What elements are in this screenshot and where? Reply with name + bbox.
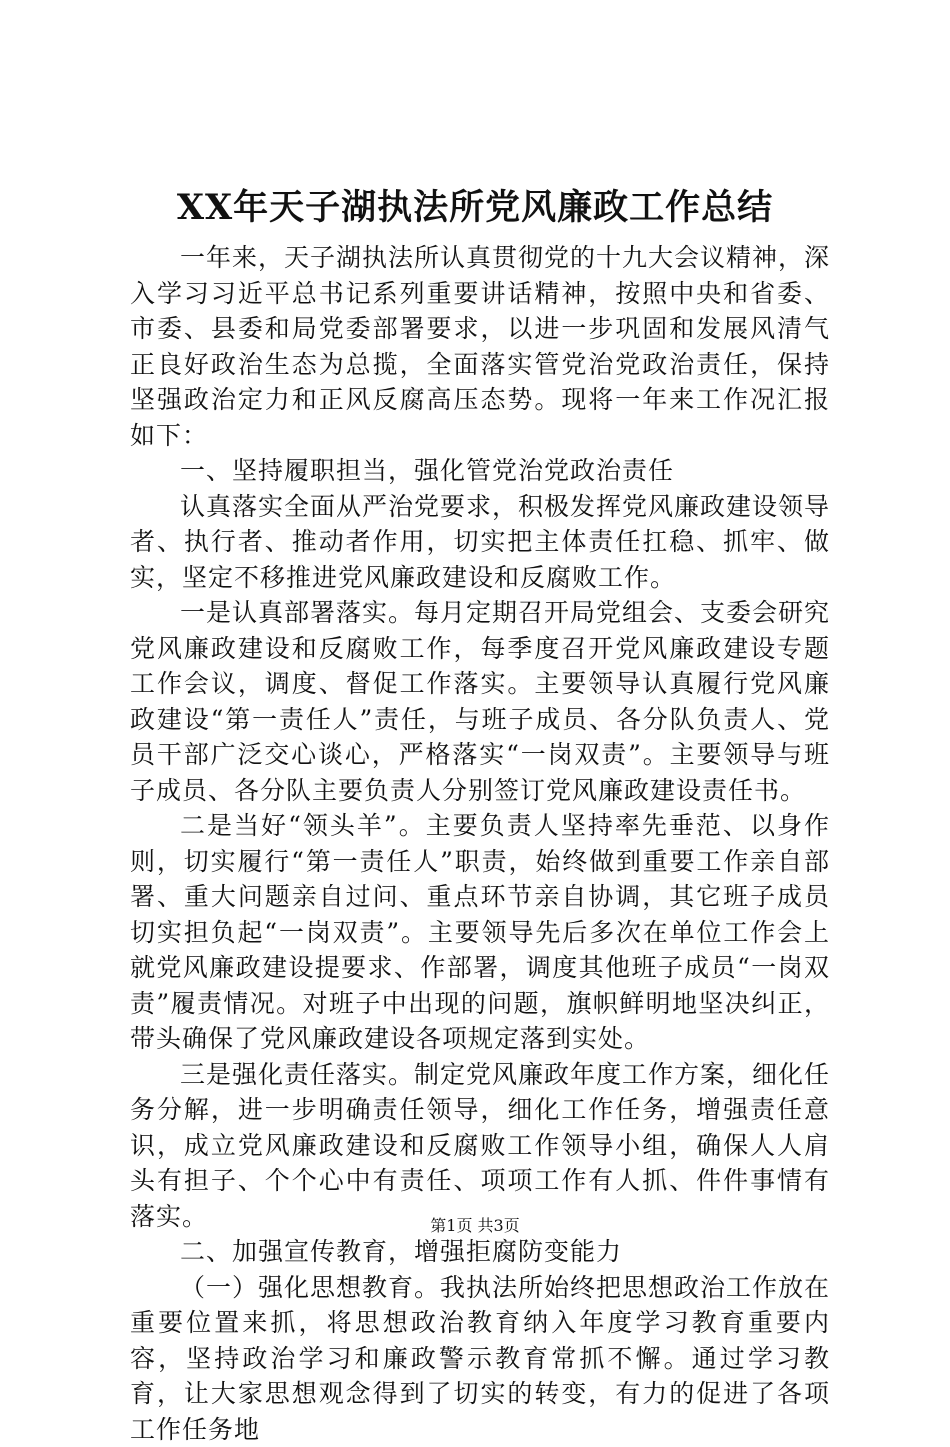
- paragraph-item-3: 三是强化责任落实。制定党风廉政年度工作方案，细化任务分解，进一步明确责任领导，细化工作任务，增强责任意识，成立党风廉政建设和反腐败工作领导小组，确保人人肩头有担子、个个心中有责任、项项工作有人抓、件件事情有落实。: [130, 1057, 830, 1235]
- paragraph-item-1: 一是认真部署落实。每月定期召开局党组会、支委会研究党风廉政建设和反腐败工作，每季度召开党风廉政建设专题工作会议，调度、督促工作落实。主要领导认真履行党风廉政建设“第一责任人”责任，与班子成员、各分队负责人、党员干部广泛交心谈心，严格落实“一岗双责”。主要领导与班子成员、各分队主要负责人分别签订党风廉政建设责任书。: [130, 595, 830, 808]
- paragraph-subsection-1: （一）强化思想教育。我执法所始终把思想政治工作放在重要位置来抓，将思想政治教育纳入年度学习教育重要内容，坚持政治学习和廉政警示教育常抓不懈。通过学习教育，让大家思想观念得到了切实的转变，有力的促进了各项工作任务地: [130, 1270, 830, 1447]
- section-heading-1: 一、坚持履职担当，强化管党治党政治责任: [130, 453, 830, 489]
- page-title: XX年天子湖执法所党风廉政工作总结: [0, 186, 950, 230]
- section-heading-2: 二、加强宣传教育，增强拒腐防变能力: [130, 1234, 830, 1270]
- page-number: 第1页 共3页: [0, 1216, 950, 1236]
- paragraph-item-2: 二是当好“领头羊”。主要负责人坚持率先垂范、以身作则，切实履行“第一责任人”职责，始终做到重要工作亲自部署、重大问题亲自过问、重点环节亲自协调，其它班子成员切实担负起“一岗双责”。主要领导先后多次在单位工作会上就党风廉政建设提要求、作部署，调度其他班子成员“一岗双责”履责情况。对班子中出现的问题，旗帜鲜明地坚决纠正，带头确保了党风廉政建设各项规定落到实处。: [130, 808, 830, 1057]
- paragraph-section1-intro: 认真落实全面从严治党要求，积极发挥党风廉政建设领导者、执行者、推动者作用，切实把主体责任扛稳、抓牢、做实，坚定不移推进党风廉政建设和反腐败工作。: [130, 489, 830, 596]
- paragraph-intro: 一年来，天子湖执法所认真贯彻党的十九大会议精神，深入学习习近平总书记系列重要讲话精神，按照中央和省委、市委、县委和局党委部署要求，以进一步巩固和发展风清气正良好政治生态为总揽，全面落实管党治党政治责任，保持坚强政治定力和正风反腐高压态势。现将一年来工作况汇报如下：: [130, 240, 830, 453]
- document-body: [130, 240, 830, 1447]
